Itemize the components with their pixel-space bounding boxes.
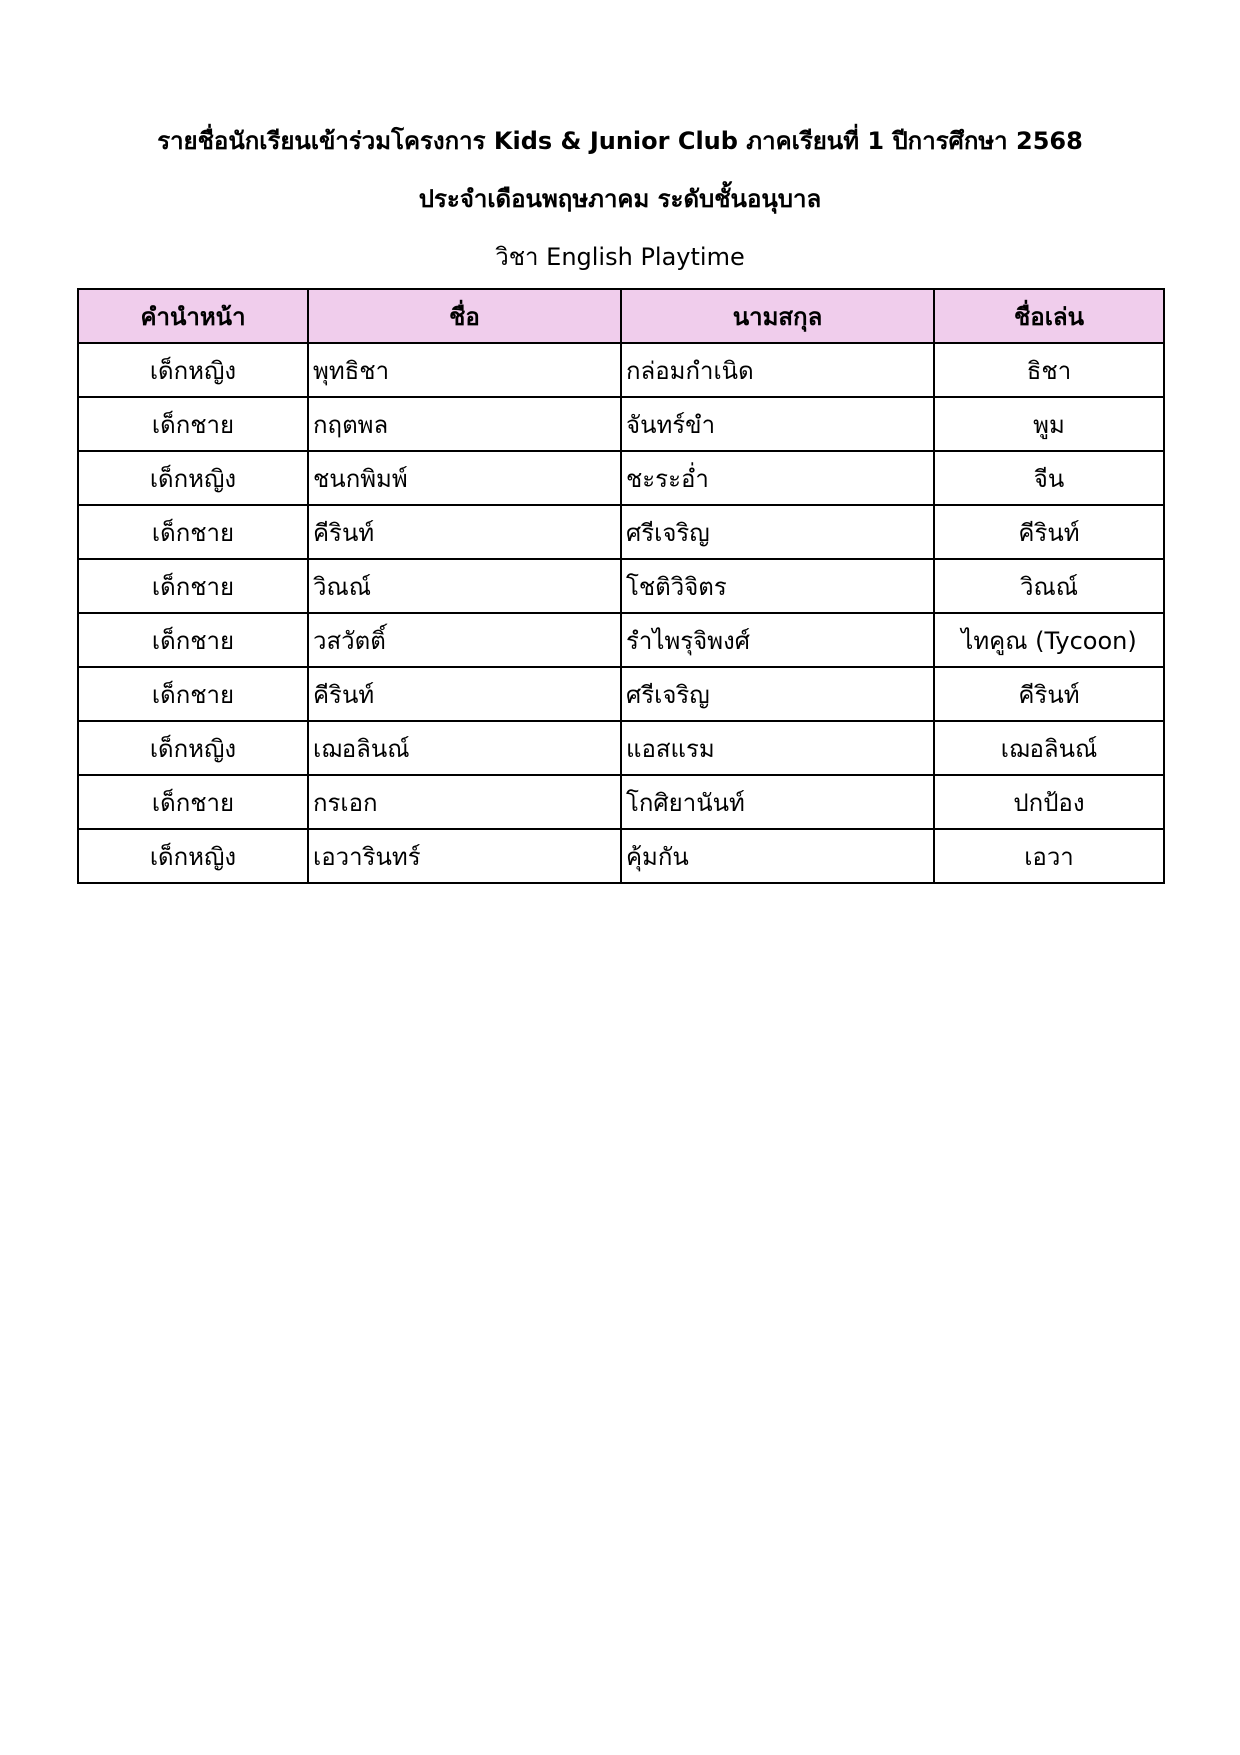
cell-nickname: คีรินท์	[934, 667, 1164, 721]
cell-prefix: เด็กหญิง	[78, 343, 308, 397]
cell-last-name: ศรีเจริญ	[621, 505, 934, 559]
cell-last-name: จันทร์ขำ	[621, 397, 934, 451]
cell-first-name: คีรินท์	[308, 667, 621, 721]
cell-nickname: จีน	[934, 451, 1164, 505]
cell-nickname: คีรินท์	[934, 505, 1164, 559]
cell-prefix: เด็กชาย	[78, 559, 308, 613]
cell-first-name: กฤตพล	[308, 397, 621, 451]
cell-prefix: เด็กหญิง	[78, 451, 308, 505]
cell-last-name: กล่อมกำเนิด	[621, 343, 934, 397]
cell-last-name: ชะระอ่ำ	[621, 451, 934, 505]
cell-prefix: เด็กชาย	[78, 775, 308, 829]
column-header-last-name: นามสกุล	[621, 289, 934, 343]
table-row	[78, 667, 1164, 721]
cell-prefix: เด็กหญิง	[78, 829, 308, 883]
cell-last-name: ศรีเจริญ	[621, 667, 934, 721]
document-subtitle-month-level: ประจำเดือนพฤษภาคม ระดับชั้นอนุบาล	[418, 185, 822, 213]
column-header-first-name: ชื่อ	[308, 289, 621, 343]
table-row	[78, 721, 1164, 775]
table-body	[78, 343, 1164, 883]
table-row	[78, 343, 1164, 397]
table-row	[78, 613, 1164, 667]
document-header	[0, 112, 1240, 286]
cell-last-name: คุ้มกัน	[621, 829, 934, 883]
cell-first-name: วสวัตติ์	[308, 613, 621, 667]
cell-prefix: เด็กชาย	[78, 613, 308, 667]
cell-nickname: วิณณ์	[934, 559, 1164, 613]
cell-first-name: วิณณ์	[308, 559, 621, 613]
table-row	[78, 559, 1164, 613]
cell-nickname: เอวา	[934, 829, 1164, 883]
document-subtitle-subject: วิชา English Playtime	[495, 243, 745, 271]
cell-last-name: โชติวิจิตร	[621, 559, 934, 613]
student-roster-table	[77, 288, 1165, 884]
cell-last-name: รำไพรุจิพงศ์	[621, 613, 934, 667]
cell-first-name: ชนกพิมพ์	[308, 451, 621, 505]
table-row	[78, 505, 1164, 559]
table-row	[78, 775, 1164, 829]
cell-nickname: พูม	[934, 397, 1164, 451]
column-header-prefix: คำนำหน้า	[78, 289, 308, 343]
cell-nickname: เฌอลินณ์	[934, 721, 1164, 775]
cell-first-name: คีรินท์	[308, 505, 621, 559]
cell-first-name: เฌอลินณ์	[308, 721, 621, 775]
table-header-row	[78, 289, 1164, 343]
cell-prefix: เด็กชาย	[78, 505, 308, 559]
cell-prefix: เด็กชาย	[78, 667, 308, 721]
table-row	[78, 397, 1164, 451]
column-header-nickname: ชื่อเล่น	[934, 289, 1164, 343]
cell-last-name: แอสแรม	[621, 721, 934, 775]
cell-first-name: เอวารินทร์	[308, 829, 621, 883]
cell-nickname: ธิชา	[934, 343, 1164, 397]
cell-first-name: กรเอก	[308, 775, 621, 829]
cell-nickname: ไทคูณ (Tycoon)	[934, 613, 1164, 667]
document-title: รายชื่อนักเรียนเข้าร่วมโครงการ Kids & Junior Club ภาคเรียนที่ 1 ปีการศึกษา 2568	[157, 127, 1083, 155]
table-row	[78, 829, 1164, 883]
cell-nickname: ปกป้อง	[934, 775, 1164, 829]
cell-prefix: เด็กชาย	[78, 397, 308, 451]
cell-last-name: โกศิยานันท์	[621, 775, 934, 829]
cell-prefix: เด็กหญิง	[78, 721, 308, 775]
cell-first-name: พุทธิชา	[308, 343, 621, 397]
table-row	[78, 451, 1164, 505]
